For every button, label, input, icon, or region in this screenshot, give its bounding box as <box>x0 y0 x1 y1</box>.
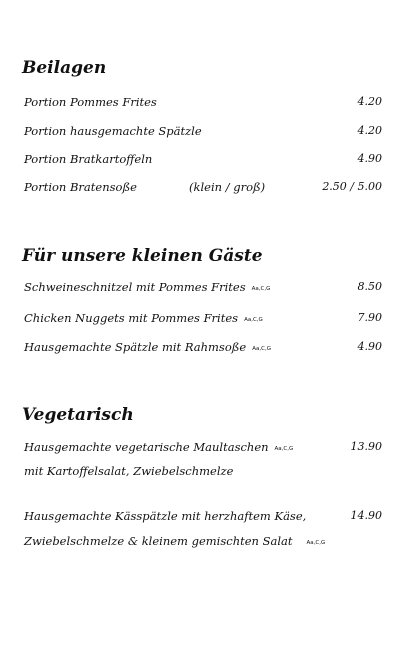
item-price: 14.90 <box>350 509 382 522</box>
item-name: Schweineschnitzel mit Pommes Frites <box>24 280 246 294</box>
section-title-kids: Für unsere kleinen Gäste <box>22 246 263 266</box>
item-price: 4.90 <box>357 152 382 165</box>
item-name: Portion hausgemachte Spätzle <box>24 124 202 138</box>
item-price: 13.90 <box>350 440 382 453</box>
item-price: 4.20 <box>357 124 382 137</box>
item-description: Zwiebelschmelze & kleinem gemischten Salat <box>24 534 293 548</box>
item-name: Hausgemachte Kässpätzle mit herzhaftem Käse, <box>24 509 307 523</box>
item-price: 2.50 / 5.00 <box>322 180 382 193</box>
item-name: Portion Bratensoße <box>24 180 137 194</box>
item-name: Portion Bratkartoffeln <box>24 152 153 166</box>
item-name: Portion Pommes Frites <box>24 95 157 109</box>
item-name-group <box>24 440 293 454</box>
item-price: 8.50 <box>357 280 382 293</box>
item-price: 4.20 <box>357 95 382 108</box>
item-name-group <box>24 311 263 325</box>
item-name: Chicken Nuggets mit Pommes Frites <box>24 311 239 325</box>
item-description: mit Kartoffelsalat, Zwiebelschmelze <box>24 464 234 478</box>
allergen-codes: Aa,C,G <box>244 317 263 323</box>
item-name-group <box>24 340 271 354</box>
allergen-codes: Aa,C,G <box>274 446 294 452</box>
allergen-codes: Aa,C,G <box>306 540 326 546</box>
item-name-group <box>24 280 270 294</box>
allergen-codes: Aa,C,G <box>251 286 271 292</box>
section-title-beilagen: Beilagen <box>22 58 107 78</box>
allergen-codes: Aa,C,G <box>252 346 271 352</box>
item-size-note: (klein / groß) <box>189 180 266 194</box>
section-title-vegetarisch: Vegetarisch <box>22 405 134 425</box>
item-price: 7.90 <box>357 311 382 324</box>
item-name-group <box>24 534 325 548</box>
item-price: 4.90 <box>357 340 382 353</box>
item-name: Hausgemachte Spätzle mit Rahmsoße <box>24 340 247 354</box>
item-name: Hausgemachte vegetarische Maultaschen <box>24 440 269 454</box>
